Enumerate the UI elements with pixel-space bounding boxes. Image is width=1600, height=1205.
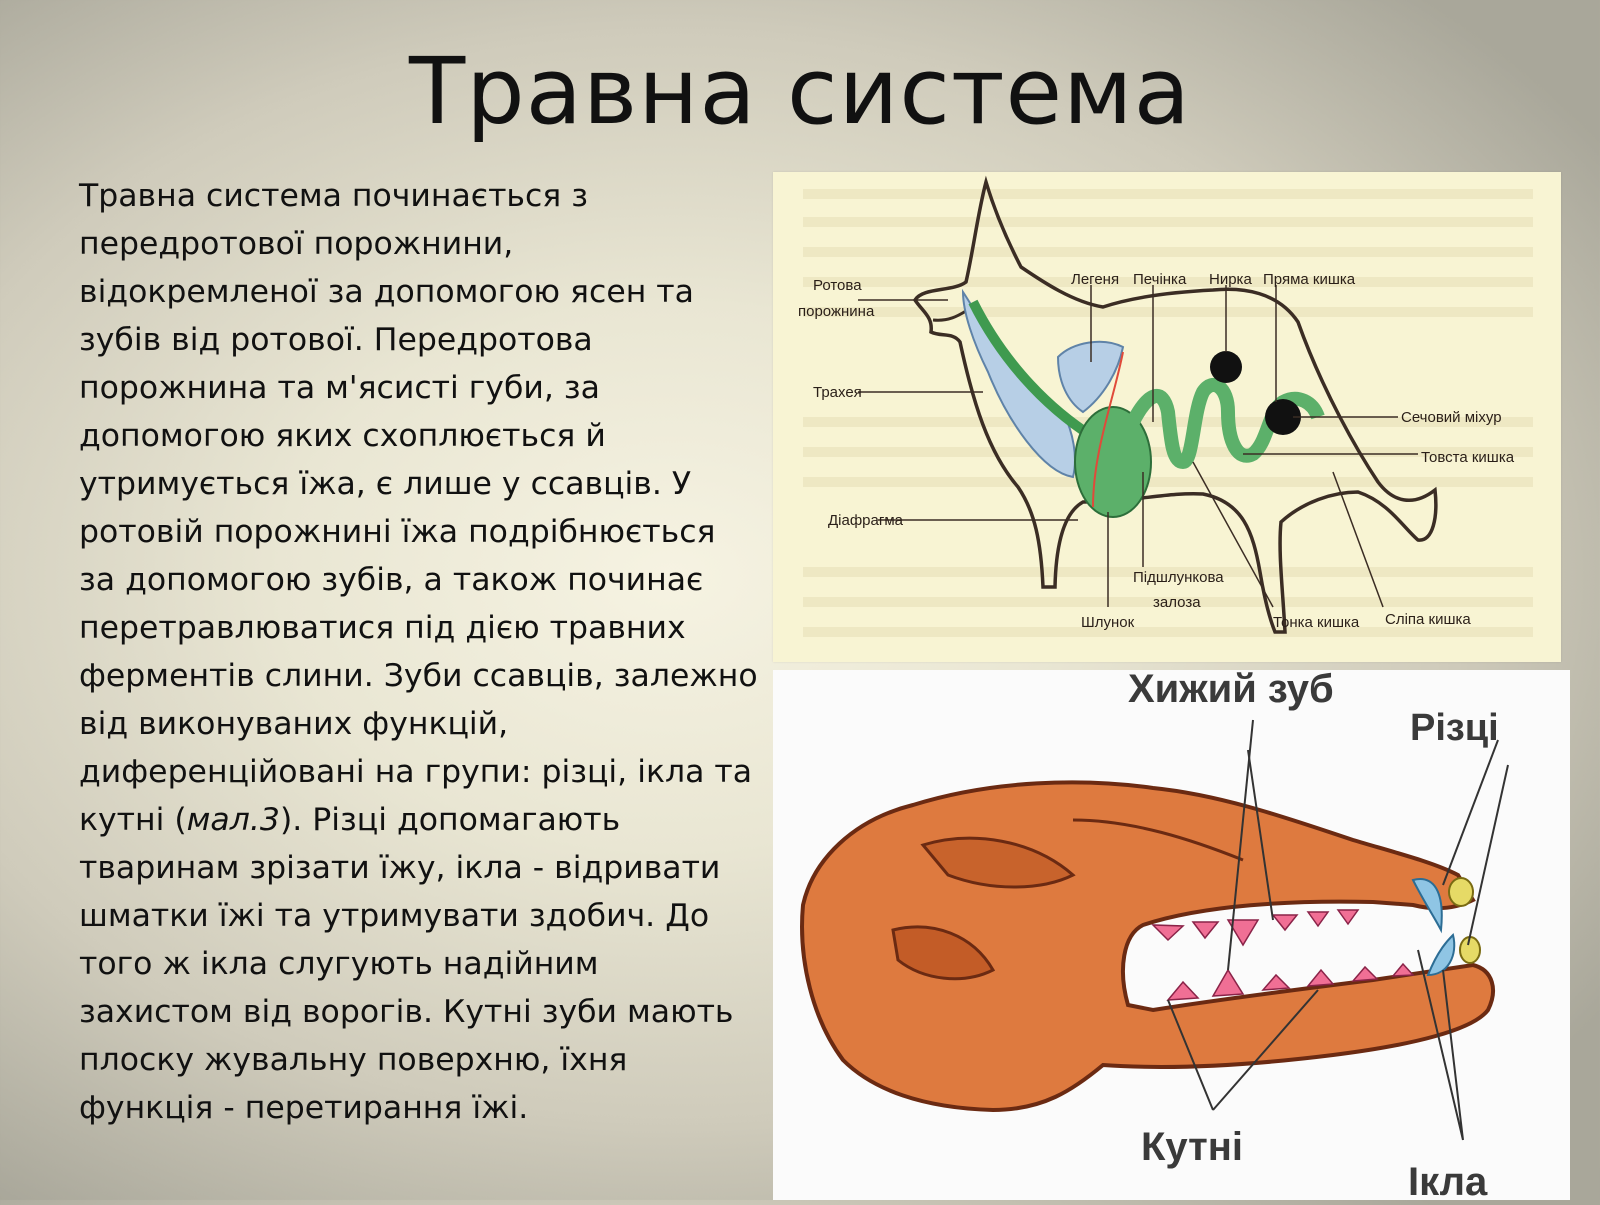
label-colon: Товста кишка: [1421, 449, 1515, 466]
label-gallbladder: Сечовий міхур: [1401, 409, 1502, 426]
label-lungs: Легеня: [1071, 271, 1120, 288]
label-mouth-line2: порожнина: [798, 303, 875, 320]
label-diaphragm: Діафрагма: [828, 512, 903, 529]
body-text-part1: Травна система починається з передротової порожнини, відокремленої за допомогою ясен та зубів від ротової. Передротова порожнина та м'ясисті губи, за допомогою яких схоплюється й утримується їжа, є лише у ссавців. У ротовій порожнині їжа подрібнюється за допомогою зубів, а також починає перетравлюватися під дією травних ферментів слини. Зуби ссавців, залежно від виконуваних функцій, диференційовані на групи: різці, ікла та кутні (: [79, 178, 758, 838]
label-pancreas-line1: Підшлункова: [1133, 569, 1224, 586]
label-incisors: Різці: [1410, 707, 1499, 749]
slide-title: Травна система: [409, 38, 1191, 145]
label-kidney: Нирка: [1209, 271, 1252, 288]
label-liver: Печінка: [1133, 271, 1187, 288]
label-caecum: Сліпа кишка: [1385, 611, 1471, 628]
label-small-intestine: Тонка кишка: [1273, 614, 1360, 631]
digestive-system-diagram: [773, 172, 1561, 662]
label-mouth-line1: Ротова: [813, 277, 862, 294]
label-rectum: Пряма кишка: [1263, 271, 1356, 288]
figure-reference: мал.3: [186, 802, 280, 838]
slide-body-text: [79, 172, 759, 1132]
label-stomach: Шлунок: [1081, 614, 1135, 631]
label-molars: Кутні: [1141, 1125, 1244, 1169]
skull-teeth-figure: [773, 670, 1570, 1200]
digestive-system-figure: [773, 172, 1561, 662]
label-canines: Ікла: [1408, 1160, 1488, 1200]
label-pancreas-line2: залоза: [1153, 594, 1201, 611]
body-text-part2: ). Різці допомагають тваринам зрізати їжу, ікла - відривати шматки їжі та утримувати здобич. До того ж ікла слугують надійним захистом від ворогів. Кутні зуби мають плоску жувальну поверхню, їхня функція - перетирання їжі.: [79, 802, 734, 1126]
label-carnassial-tooth: Хижий зуб: [1128, 670, 1334, 711]
label-trachea: Трахея: [813, 384, 862, 401]
skull-teeth-diagram: [773, 670, 1570, 1200]
